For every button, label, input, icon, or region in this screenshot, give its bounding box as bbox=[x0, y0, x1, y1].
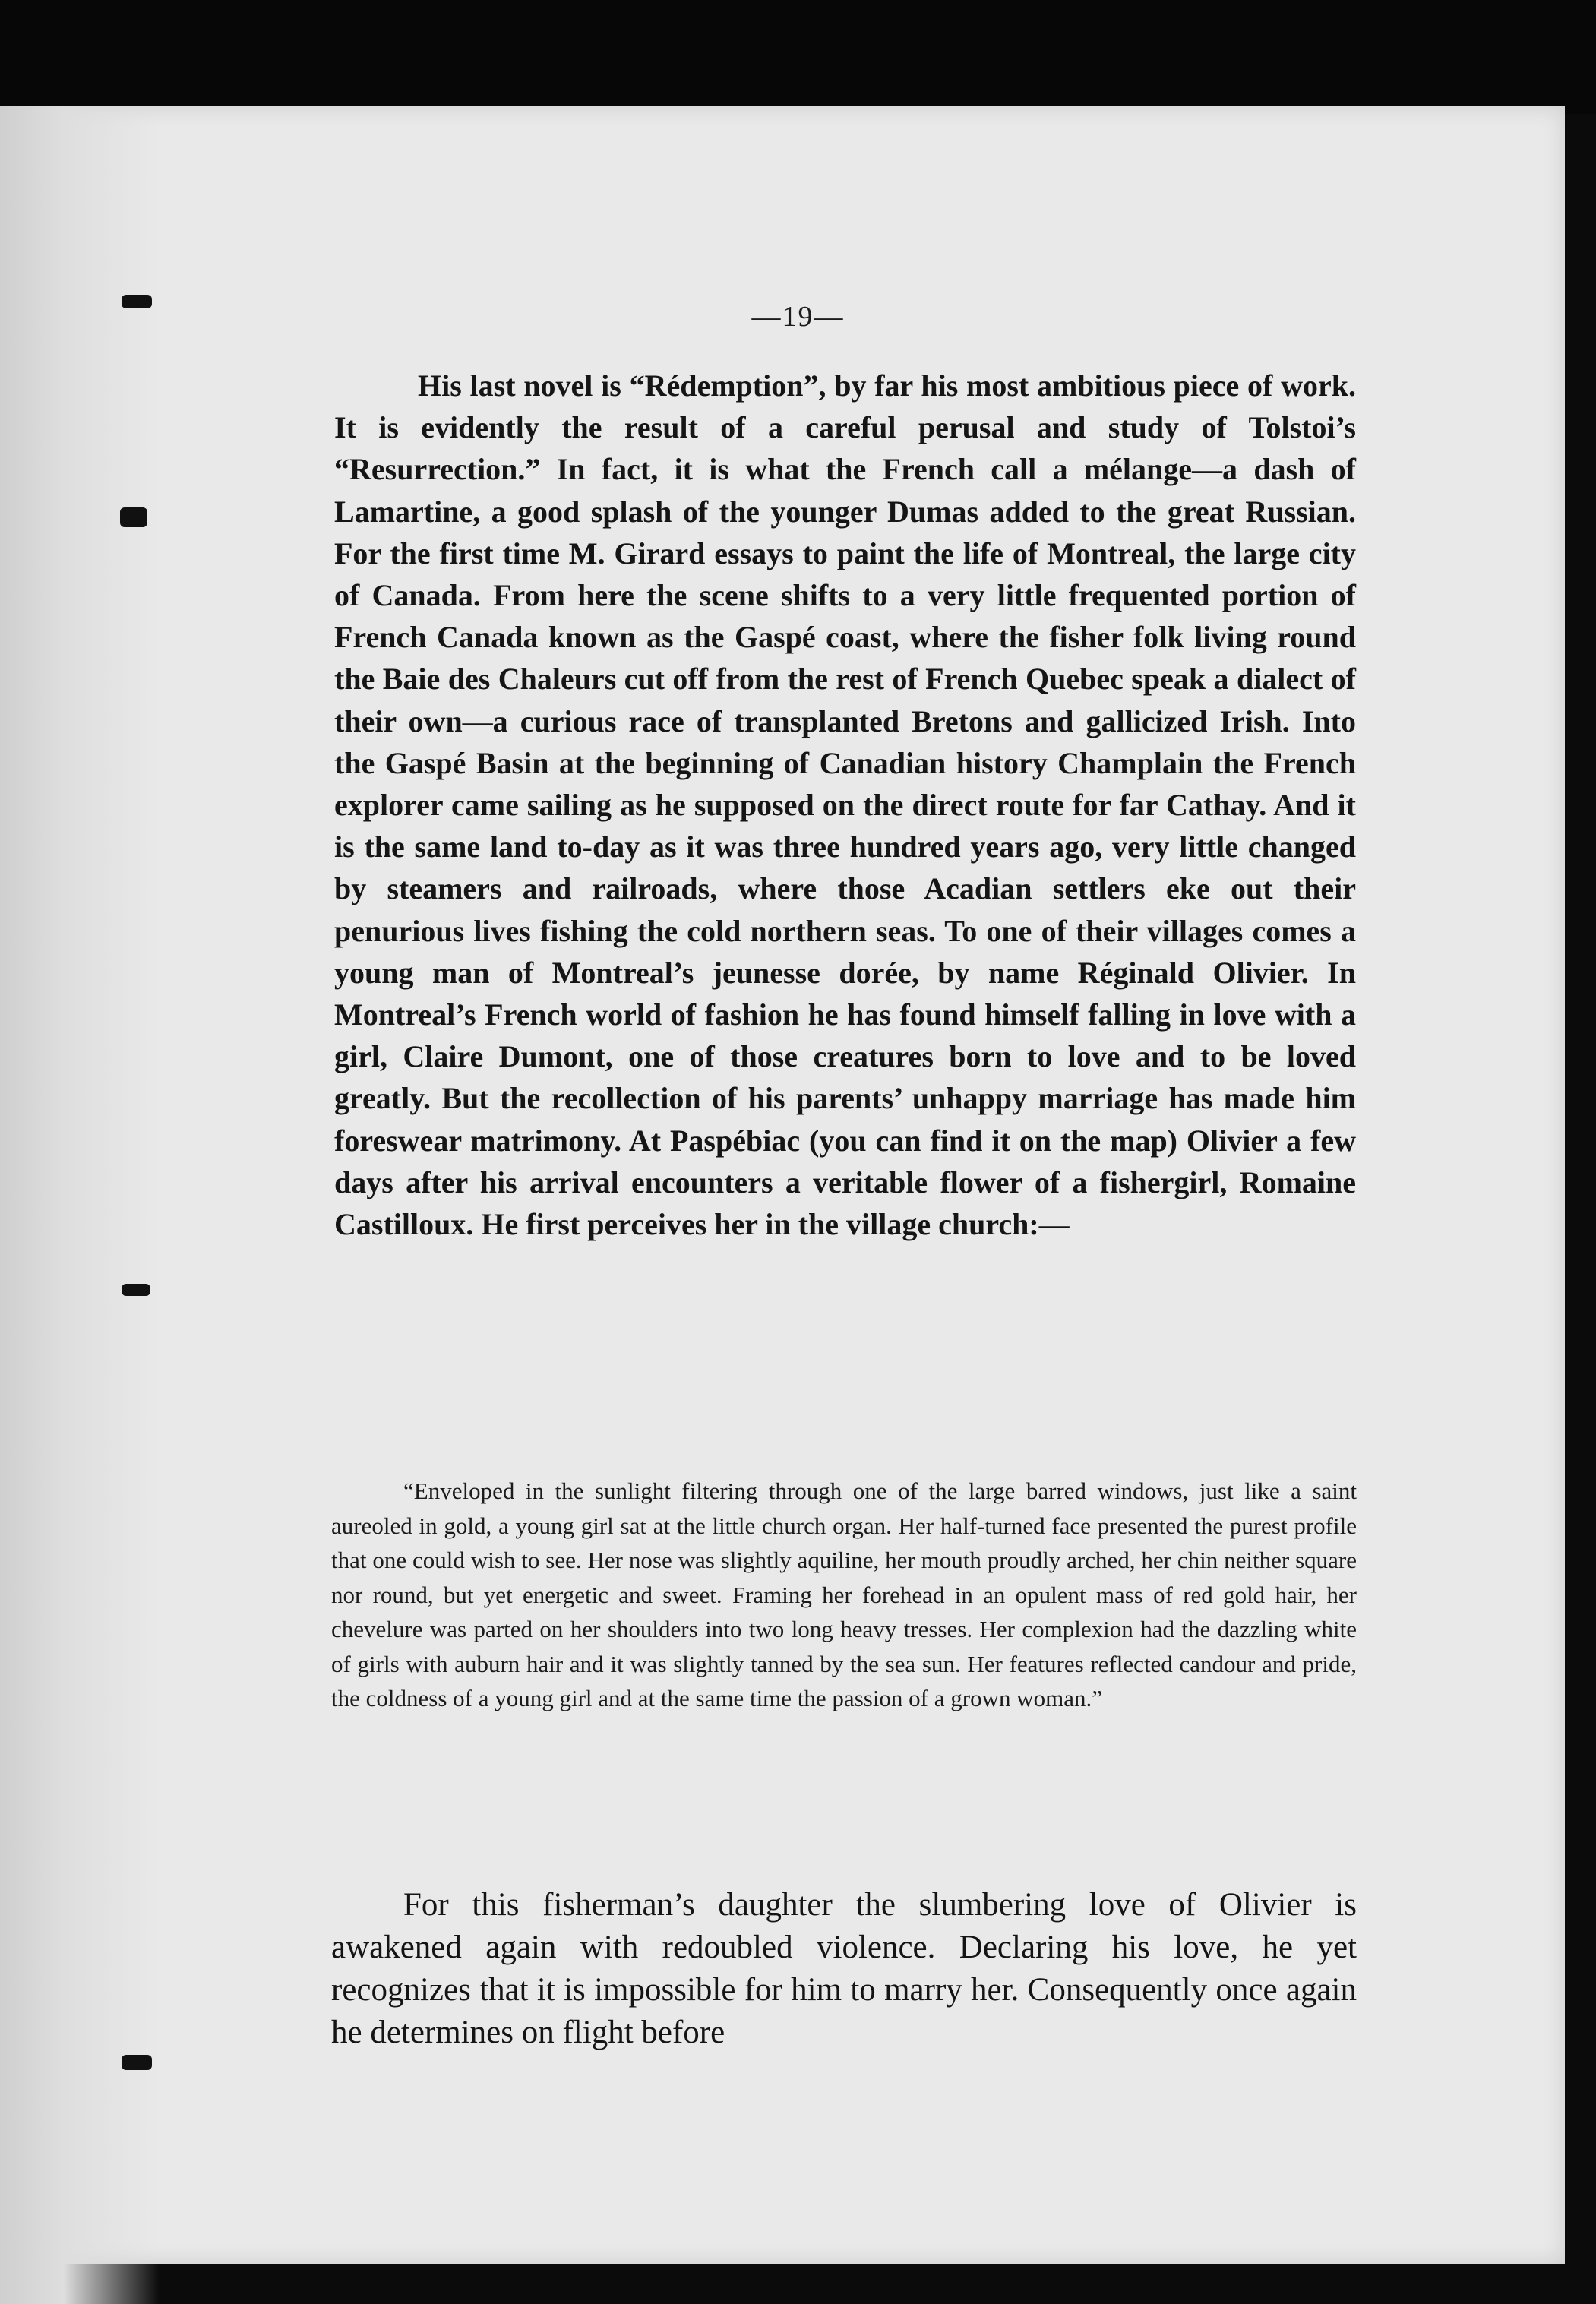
block-quotation bbox=[331, 1474, 1357, 1716]
paragraph-fisherman-daughter: For this fisherman’s daughter the slumbering love of Olivier is awakened again with redoubled violence. Declaring his love, he yet recognizes that it is impossible for him to marry her. Consequently once again he determines on flight before bbox=[331, 1887, 1357, 2050]
binding-mark bbox=[120, 507, 147, 527]
binding-strip bbox=[0, 106, 160, 2304]
binding-mark bbox=[122, 2055, 152, 2070]
binding-mark bbox=[122, 1284, 150, 1296]
paragraph-redemption-summary: His last novel is “Rédemption”, by far his most ambitious piece of work. It is evidently the result of a careful perusal and study of Tolstoi’s “Resurrection.” In fact, it is what the French call a mélange—a dash of Lamartine, a good splash of the younger Dumas added to the great Russian. For the first time M. Girard essays to paint the life of Montreal, the large city of Canada. From here the scene shifts to a very little frequented portion of French Canada known as the Gaspé coast, where the fisher folk living round the Baie des Chaleurs cut off from the rest of French Quebec speak a dialect of their own—a curious race of transplanted Bretons and gallicized Irish. Into the Gaspé Basin at the beginning of Canadian history Champlain the French explorer came sailing as he supposed on the direct route for far Cathay. And it is the same land to-day as it was three hundred years ago, very little changed by steamers and railroads, where those Acadian settlers eke out their penurious lives fishing the cold northern seas. To one of their villages comes a young man of Montreal’s jeunesse dorée, by name Réginald Olivier. In Montreal’s French world of fashion he has found himself falling in love with a girl, Claire Dumont, one of those creatures born to love and to be loved greatly. But the recollection of his parents’ unhappy marriage has made him foreswear matrimony. At Paspébiac (you can find it on the map) Olivier a few days after his arrival encounters a veritable flower of a fishergirl, Romaine Castilloux. He first perceives her in the village church:— bbox=[334, 368, 1356, 1242]
main-paragraph bbox=[334, 365, 1356, 1245]
continuation-paragraph bbox=[331, 1884, 1357, 2054]
quotation-text: “Enveloped in the sunlight filtering through one of the large barred windows, just like a saint aureoled in gold, a young girl sat at the little church organ. Her half-turned face presented the purest profile that one could wish to see. Her nose was slightly aquiline, her mouth proudly arched, her chin neither square nor round, but yet energetic and sweet. Framing her forehead in an opulent mass of red gold hair, her chevelure was parted on her shoulders into two long heavy tresses. Her complexion had the dazzling white of girls with auburn hair and it was slightly tanned by the sea sun. Her features reflected candour and pride, the coldness of a young girl and at the same time the passion of a grown woman.” bbox=[331, 1478, 1357, 1711]
page-number: —19— bbox=[751, 301, 845, 333]
scan-top-border bbox=[0, 0, 1596, 114]
